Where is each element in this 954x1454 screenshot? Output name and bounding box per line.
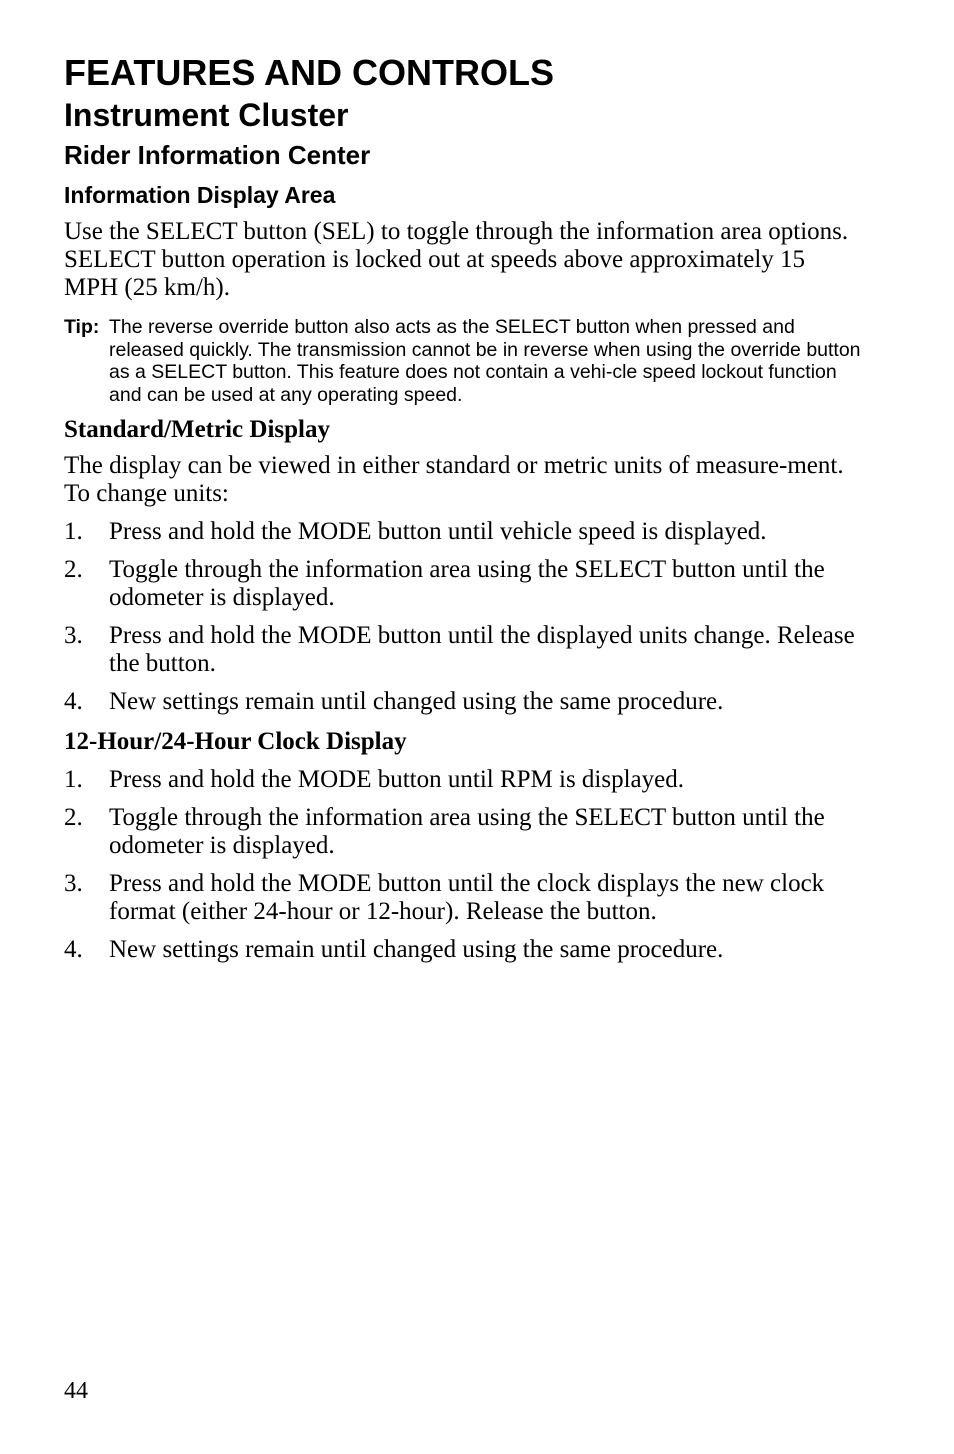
standard-metric-heading: Standard/Metric Display xyxy=(64,416,330,443)
step-number: 4. xyxy=(64,936,83,963)
step-number: 4. xyxy=(64,688,83,715)
standard-metric-steps xyxy=(64,518,864,716)
step-number: 3. xyxy=(64,622,83,649)
clock-heading: 12-Hour/24-Hour Clock Display xyxy=(64,728,407,755)
tip-note xyxy=(64,316,864,406)
tip-text: The reverse override button also acts as the SELECT button when pressed and released quickly. The transmission cannot be in reverse when using the override button as a SELECT button. This feature does not contain a vehi-cle speed lockout function and can be used at any operating speed. xyxy=(109,316,861,406)
step-number: 1. xyxy=(64,766,83,793)
step-text: New settings remain until changed using the same procedure. xyxy=(109,688,724,715)
list-item xyxy=(64,766,864,794)
step-number: 2. xyxy=(64,556,83,583)
clock-steps xyxy=(64,766,864,964)
step-text: Toggle through the information area using the SELECT button until the odometer is displayed. xyxy=(109,556,825,611)
manual-page xyxy=(64,52,864,964)
subsection-title: Instrument Cluster xyxy=(64,97,349,133)
intro-paragraph: Use the SELECT button (SEL) to toggle through the information area options. SELECT button operation is locked out at speeds above approximately 15 MPH (25 km/h). xyxy=(64,218,849,301)
list-item xyxy=(64,688,864,716)
step-text: New settings remain until changed using the same procedure. xyxy=(109,936,724,963)
tip-label: Tip: xyxy=(64,316,100,338)
standard-metric-paragraph: The display can be viewed in either standard or metric units of measure-ment. To change units: xyxy=(64,452,844,507)
step-number: 3. xyxy=(64,870,83,897)
list-item xyxy=(64,804,864,860)
step-number: 1. xyxy=(64,518,83,545)
page-number: 44 xyxy=(64,1378,88,1404)
topic-title: Rider Information Center xyxy=(64,140,371,170)
list-item xyxy=(64,936,864,964)
step-text: Toggle through the information area using the SELECT button until the odometer is displayed. xyxy=(109,804,825,859)
section-title: FEATURES AND CONTROLS xyxy=(64,52,554,93)
step-text: Press and hold the MODE button until vehicle speed is displayed. xyxy=(109,518,767,545)
step-number: 2. xyxy=(64,804,83,831)
step-text: Press and hold the MODE button until RPM is displayed. xyxy=(109,766,684,793)
subtopic-title: Information Display Area xyxy=(64,182,336,208)
list-item xyxy=(64,518,864,546)
step-text: Press and hold the MODE button until the displayed units change. Release the button. xyxy=(109,622,855,677)
list-item xyxy=(64,556,864,612)
step-text: Press and hold the MODE button until the clock displays the new clock format (either 24-hour or 12-hour). Release the button. xyxy=(109,870,825,925)
list-item xyxy=(64,870,864,926)
list-item xyxy=(64,622,864,678)
